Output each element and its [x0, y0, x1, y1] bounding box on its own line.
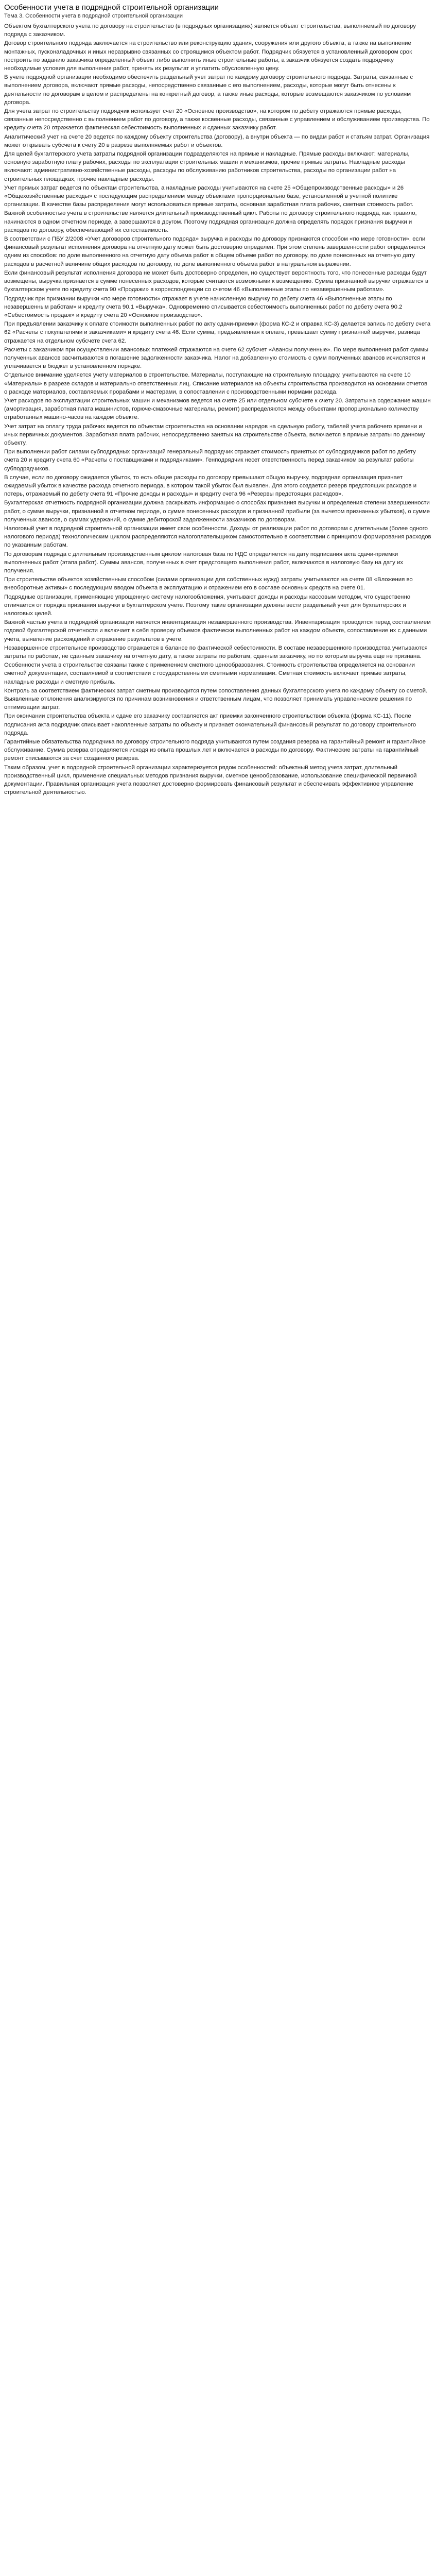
paragraph: Таким образом, учет в подрядной строительной организации характеризуется рядом особенностей: объектный метод учета затрат, длительный производственный цикл, применение специальных методов признания выручки, сметное ценообразование, использование специфической первичной документации. Правильная организация учета позволяет достоверно формировать финансовый результат и обеспечивать эффективное управление строительной деятельностью.: [4, 764, 417, 796]
paragraph: Аналитический учет на счете 20 ведется по каждому объекту строительства (договору), а внутри объекта — по видам работ и статьям затрат. Организация может открывать субсчета к счету 20 в разрезе выполняемых работ и объектов.: [4, 133, 430, 148]
paragraph: Учет расходов по эксплуатации строительных машин и механизмов ведется на счете 25 или отдельном субсчете к счету 20. Затраты на содержание машин (амортизация, заработная плата машинистов, горюче-смазочные материалы, ремонт) распределяются между объектами пропорционально количеству отработанных машино-часов на каждом объекте.: [4, 397, 431, 421]
paragraph: Учет затрат на оплату труда рабочих ведется по объектам строительства на основании нарядов на сдельную работу, табелей учета рабочего времени и иных первичных документов. Заработная плата рабочих, непосредственно занятых на строительстве объекта, включается в прямые затраты по данному объекту.: [4, 423, 425, 446]
paragraph: Для учета затрат по строительству подрядчик использует счет 20 «Основное производство», на котором по дебету отражаются прямые расходы, связанные непосредственно с выполнением работ по договору, а также косвенные расходы, связанные с управлением и обслуживанием производства. По кредиту счета 20 отражается фактическая себестоимость выполненных и сданных заказчику работ.: [4, 108, 430, 131]
paragraph: Расчеты с заказчиком при осуществлении авансовых платежей отражаются на счете 62 субсчет «Авансы полученные». По мере выполнения работ суммы полученных авансов засчитываются в погашение задолженности заказчика. Налог на добавленную стоимость с сумм полученных авансов исчисляется и уплачивается в бюджет в установленном порядке.: [4, 346, 429, 370]
paragraph: При предъявлении заказчику к оплате стоимости выполненных работ по акту сдачи-приемки (форма КС-2 и справка КС-3) делается запись по дебету счета 62 «Расчеты с покупателями и заказчиками» и кредиту счета 46. Если сумма, предъявленная к оплате, превышает сумму признанной выручки, разница отражается на отдельном субсчете счета 62.: [4, 321, 431, 344]
paragraph: Отдельное внимание уделяется учету материалов в строительстве. Материалы, поступающие на строительную площадку, учитываются на счете 10 «Материалы» в разрезе складов и материально ответственных лиц. Списание материалов на объекты строительства производится на основании отчетов о расходе материалов, составляемых прорабами и мастерами, в сопоставлении с производственными нормами расхода.: [4, 372, 428, 395]
paragraph: Для целей бухгалтерского учета затраты подрядной организации подразделяются на прямые и накладные. Прямые расходы включают: материалы, основную заработную плату рабочих, расходы по эксплуатации строительных машин и механизмов, прочие прямые затраты. Накладные расходы включают: административно-хозяйственные расходы, расходы по обслуживанию работников строительства, расходы по организации работ на строительных площадках, прочие накладные расходы.: [4, 151, 410, 182]
article-title: Особенности учета в подрядной строительной организации: [4, 3, 219, 12]
article-page: [0, 0, 436, 807]
article-subtitle: Тема 3. Особенности учета в подрядной строительной организации: [4, 13, 183, 19]
paragraph: По договорам подряда с длительным производственным циклом налоговая база по НДС определяется на дату подписания акта сдачи-приемки выполненных работ (этапа работ). Суммы авансов, полученных в счет предстоящего выполнения работ, включаются в налоговую базу на дату их получения.: [4, 551, 404, 574]
paragraph: При строительстве объектов хозяйственным способом (силами организации для собственных нужд) затраты учитываются на счете 08 «Вложения во внеоборотные активы» с последующим вводом объекта в эксплуатацию и отражением его в составе основных средств на счете 01.: [4, 577, 413, 591]
paragraph: В соответствии с ПБУ 2/2008 «Учет договоров строительного подряда» выручка и расходы по договору признаются способом «по мере готовности», если финансовый результат исполнения договора на отчетную дату может быть достоверно определен. При этом степень завершенности работ определяется одним из способов: по доле выполненного на отчетную дату объема работ в общем объеме работ по договору, по доле понесенных на отчетную дату расходов в расчетной величине общих расходов по договору, по доле выполненного объема работ в натуральном выражении.: [4, 236, 426, 267]
paragraph: Налоговый учет в подрядной строительной организации имеет свои особенности. Доходы от реализации работ по договорам с длительным (более одного налогового периода) технологическим циклом распределяются налогоплательщиком самостоятельно в соответствии с принципом формирования расходов по указанным работам.: [4, 525, 431, 549]
paragraph: При окончании строительства объекта и сдаче его заказчику составляется акт приемки законченного строительством объекта (форма КС-11). После подписания акта подрядчик списывает накопленные затраты по объекту и признает окончательный финансовый результат по договору строительного подряда.: [4, 713, 416, 736]
paragraph: Учет прямых затрат ведется по объектам строительства, а накладные расходы учитываются на счете 25 «Общепроизводственные расходы» и 26 «Общехозяйственные расходы» с последующим распределением между объектами пропорционально базе, установленной в учетной политике организации. В качестве базы распределения могут использоваться прямые затраты, основная заработная плата рабочих, сметная стоимость работ.: [4, 184, 414, 208]
paragraph: Важной особенностью учета в строительстве является длительный производственный цикл. Работы по договору строительного подряда, как правило, начинаются в одном отчетном периоде, а завершаются в другом. Поэтому подрядная организация должна определять порядок признания выручки и расходов по договору, обеспечивающий их сопоставимость.: [4, 210, 417, 233]
paragraph: Объектом бухгалтерского учета по договору на строительство (в подрядных организациях) является объект строительства, выполняемый по договору подряда с заказчиком.: [4, 23, 416, 38]
paragraph: Незавершенное строительное производство отражается в балансе по фактической себестоимости. В составе незавершенного производства учитываются затраты по работам, не сданным заказчику на отчетную дату, а также затраты по работам, сданным заказчику, но по которым выручка еще не признана.: [4, 645, 428, 660]
article-body: [4, 22, 432, 796]
paragraph: Если финансовый результат исполнения договора не может быть достоверно определен, но существует вероятность того, что понесенные расходы будут возмещены, выручка признается в сумме понесенных расходов, которые считаются возможными к возмещению. Сумма признанной выручки отражается в бухгалтерском учете по кредиту счета 90 «Продажи» в корреспонденции со счетом 46 «Выполненные этапы по незавершенным работам».: [4, 269, 429, 293]
paragraph: В случае, если по договору ожидается убыток, то есть общие расходы по договору превышают общую выручку, подрядная организация признает ожидаемый убыток в качестве расхода отчетного периода, в котором такой убыток был выявлен. Для этого создается резерв предстоящих расходов и потерь, отражаемый по дебету счета 91 «Прочие доходы и расходы» и кредиту счета 96 «Резервы предстоящих расходов».: [4, 474, 417, 498]
paragraph: Подрядные организации, применяющие упрощенную систему налогообложения, учитывают доходы и расходы кассовым методом, что существенно отличается от порядка признания выручки в бухгалтерском учете. Поэтому такие организации должны вести раздельный учет для бухгалтерских и налоговых целей.: [4, 594, 411, 617]
paragraph: Подрядчик при признании выручки «по мере готовности» отражает в учете начисленную выручку по дебету счета 46 «Выполненные этапы по незавершенным работам» и кредиту счета 90.1 «Выручка». Одновременно списывается себестоимость выполненных работ по дебету счета 90.2 «Себестоимость продаж» и кредиту счета 20 «Основное производство».: [4, 295, 403, 318]
paragraph: Бухгалтерская отчетность подрядной организации должна раскрывать информацию о способах признания выручки и определения степени завершенности работ, о сумме выручки, признанной в отчетном периоде, о сумме понесенных расходов и признанной прибыли (за вычетом признанных убытков), о сумме полученных авансов, о суммах удержаний, о сумме дебиторской задолженности заказчиков по договорам.: [4, 500, 430, 523]
paragraph: В учете подрядной организации необходимо обеспечить раздельный учет затрат по каждому договору строительного подряда. Затраты, связанные с выполнением договора, включают прямые расходы, непосредственно связанные с его выполнением, расходы, которые могут быть отнесены к деятельности по договорам в целом и распределены на конкретный договор, а также иные расходы, которые возмещаются заказчиком по условиям договора.: [4, 74, 413, 106]
paragraph: Особенности учета в строительстве связаны также с применением сметного ценообразования. Стоимость строительства определяется на основании сметной документации, составляемой в соответствии с государственными сметными нормативами. Сметная стоимость включает прямые затраты, накладные расходы и сметную прибыль.: [4, 662, 415, 685]
paragraph: Договор строительного подряда заключается на строительство или реконструкцию здания, сооружения или другого объекта, а также на выполнение монтажных, пусконаладочных и иных неразрывно связанных со строящимся объектом работ. Подрядчик обязуется в установленный договором срок построить по заданию заказчика определенный объект либо выполнить иные строительные работы, а заказчик обязуется создать подрядчику необходимые условия для выполнения работ, принять их результат и уплатить обусловленную цену.: [4, 40, 412, 72]
paragraph: При выполнении работ силами субподрядных организаций генеральный подрядчик отражает стоимость принятых от субподрядчиков работ по дебету счета 20 и кредиту счета 60 «Расчеты с поставщиками и подрядчиками». Генподрядчик несет ответственность перед заказчиком за результат работы субподрядчиков.: [4, 449, 416, 472]
paragraph: Гарантийные обязательства подрядчика по договору строительного подряда учитываются путем создания резерва на гарантийный ремонт и гарантийное обслуживание. Сумма резерва определяется исходя из опыта прошлых лет и включается в расходы по договору. Фактические затраты на гарантийный ремонт списываются за счет созданного резерва.: [4, 739, 426, 762]
paragraph: Контроль за соответствием фактических затрат сметным производится путем сопоставления данных бухгалтерского учета по каждому объекту со сметой. Выявленные отклонения анализируются по причинам возникновения и ответственным лицам, что позволяет принимать управленческие решения по оптимизации затрат.: [4, 687, 428, 711]
paragraph: Важной частью учета в подрядной организации является инвентаризация незавершенного производства. Инвентаризация проводится перед составлением годовой бухгалтерской отчетности и включает в себя проверку объемов фактически выполненных работ на каждом объекте, сопоставление их с данными учета, выявление расхождений и отражение результатов в учете.: [4, 619, 431, 642]
